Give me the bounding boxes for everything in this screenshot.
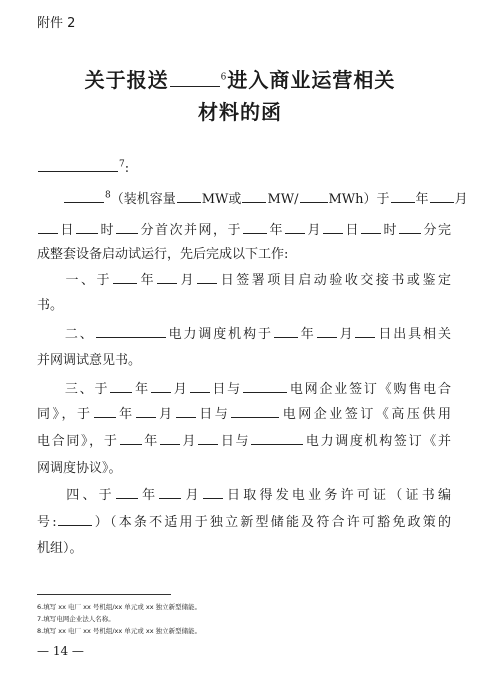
item4-line3: 机组）。 <box>37 541 83 556</box>
footnote-divider <box>37 594 171 595</box>
item2-line1: 二、 电力调度机构于 年 月 日出具相关 <box>37 323 451 342</box>
item3-line1: 三、于 年 月 日与 电网企业签订《购售电合 <box>37 378 451 397</box>
item3-line3: 电合同》，于 年 月 日与 电力调度机构签订《并 <box>37 430 451 449</box>
item1-line2: 书。 <box>37 298 64 313</box>
title-line-1: 关于报送 $^6$进入商业运营相关 <box>84 68 396 92</box>
title-line-2: 材料的函 <box>198 100 282 124</box>
footnote-7: 7.填写电网企业法人名称。 <box>37 615 115 623</box>
footnote-8: 8.填写 xx 电厂 xx 号机组/xx 单元或 xx 独立新型储能。 <box>37 627 202 635</box>
page-number: — 14 — <box>37 644 84 658</box>
para1-line3: 成整套设备启动试运行，先后完成以下工作: <box>37 247 289 262</box>
para1-line1: $^8$（装机容量 MW或 MW/ MWh）于 年 月 <box>37 188 451 207</box>
attachment-label: 附件 2 <box>37 16 76 31</box>
item3-line2: 同》，于 年 月 日与 电网企业签订《高压供用 <box>37 403 451 422</box>
item1-line1: 一、于 年 月 日签署项目启动验收交接书或鉴定 <box>37 269 451 288</box>
para1-line2: 日 时 分首次并网，于 年 月 日 时 分完 <box>37 219 451 238</box>
item3-line4: 网调度协议》。 <box>37 461 122 476</box>
footnote-6: 6.填写 xx 电厂 xx 号机组/xx 单元或 xx 独立新型储能。 <box>37 603 202 611</box>
blank <box>170 66 220 87</box>
item4-line1: 四、于 年 月 日取得发电业务许可证（证书编 <box>37 484 451 503</box>
addressee-line: $^7$: <box>37 158 451 176</box>
item4-line2: 号: ）（本条不适用于独立新型储能及符合许可豁免政策的 <box>37 511 451 530</box>
item2-line2: 并网调试意见书。 <box>37 353 142 368</box>
